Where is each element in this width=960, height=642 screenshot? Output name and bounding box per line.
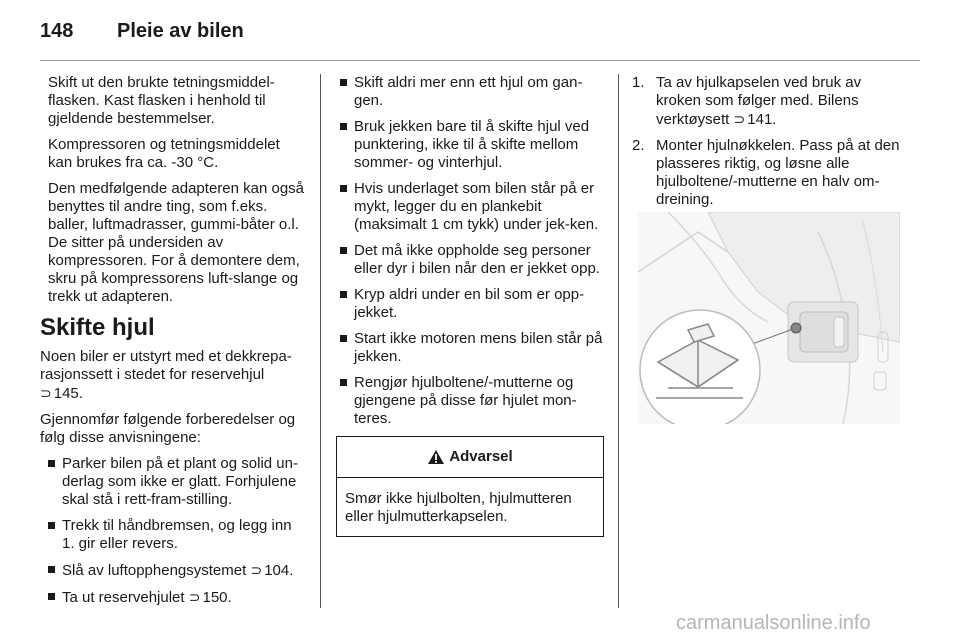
square-bullet-icon [48,593,55,600]
square-bullet-icon [340,185,347,192]
square-bullet-icon [340,379,347,386]
page-title: Pleie av bilen [117,20,244,42]
list-item: Det må ikke oppholde seg personer eller dyr i bilen når den er jekket opp. [336,242,604,278]
list-item: Rengjør hjulboltene/-mutterne og gjengene på disse før hjulet mon-teres. [336,374,604,428]
section-heading: Skifte hjul [40,314,155,341]
cross-reference-icon: ⊃ [250,562,263,578]
cross-reference-icon: ⊃ [40,385,52,401]
warning-text: Smør ikke hjulbolten, hjulmutteren eller hjulmutterkapselen. [345,490,572,525]
square-bullet-icon [340,335,347,342]
column-2 [336,74,604,537]
column-3 [632,74,902,217]
column-1 [40,74,308,615]
header-divider [40,60,920,61]
list-item: Hvis underlaget som bilen står på er mykt, legger du en plankebit (maksimalt 1 cm tykk) under jek-ken. [336,180,604,234]
jack-and-wrench-illustration [638,212,900,424]
square-bullet-icon [340,291,347,298]
list-item: Kryp aldri under en bil som er opp-jekket. [336,286,604,322]
safety-list [336,74,604,428]
square-bullet-icon [340,247,347,254]
watermark: carmanualsonline.info [676,612,871,634]
step-item: 1. Ta av hjulkapselen ved bruk av kroken som følger med. Bilens verktøysett ⊃ 141. [632,74,862,128]
step-item: 2. Monter hjulnøkkelen. Pass på at den plasseres riktig, og løsne alle hjulboltene/-mutterne en halv om-dreining. [632,137,900,208]
page-header [40,20,920,60]
paragraph: Skift ut den brukte tetningsmiddel-flasken. Kast flasken i henhold til gjeldende bestemmelser. [48,74,275,127]
list-item: Parker bilen på et plant og solid un-derlag som ikke er glatt. Forhjulene skal stå i rett-fram-stilling. [40,455,308,509]
page-reference[interactable]: 141. [747,111,777,128]
page-reference[interactable]: 150. [202,589,232,606]
page-number: 148 [40,20,74,42]
cross-reference-icon: ⊃ [733,111,746,127]
square-bullet-icon [48,522,55,529]
square-bullet-icon [340,79,347,86]
square-bullet-icon [48,460,55,467]
list-item: Ta ut reservehjulet ⊃ 150. [40,588,308,607]
warning-triangle-icon [427,449,445,465]
procedure-steps [632,74,902,209]
page-reference[interactable]: 104. [264,562,294,579]
preparation-list [40,455,308,607]
column-divider [320,74,321,608]
square-bullet-icon [340,123,347,130]
list-item: Trekk til håndbremsen, og legg inn 1. gir eller revers. [40,517,308,553]
page-reference[interactable]: 145. [53,385,83,402]
column-divider [618,74,619,608]
square-bullet-icon [48,566,55,573]
warning-title: Advarsel [449,448,513,465]
list-item: Bruk jekken bare til å skifte hjul ved punktering, ikke til å skifte mellom sommer- og vinterhjul. [336,118,604,172]
cross-reference-icon: ⊃ [188,589,201,605]
preparation-text: Gjennomfør følgende forberedelser og følg disse anvisningene: [40,411,296,446]
list-item: Start ikke motoren mens bilen står på jekken. [336,330,604,366]
paragraph: Den medfølgende adapteren kan også benyttes til andre ting, som f.eks. baller, luftmadrasser, gummi-båter o.l. De sitter på undersiden av kompressoren. For å demontere dem, skru på kompressorens luft-slange og trekk ut adapteren. [48,180,305,305]
paragraph: Kompressoren og tetningsmiddelet kan brukes fra ca. -30 °C. [48,136,280,171]
list-item: Skift aldri mer enn ett hjul om gan-gen. [336,74,604,110]
warning-header [337,437,603,478]
intro-paragraph: Noen biler er utstyrt med et dekkrepa-rasjonssett i stedet for reservehjul ⊃ 145. [40,348,292,402]
list-item: Slå av luftopphengsystemet ⊃ 104. [40,561,308,580]
warning-box [336,436,604,537]
